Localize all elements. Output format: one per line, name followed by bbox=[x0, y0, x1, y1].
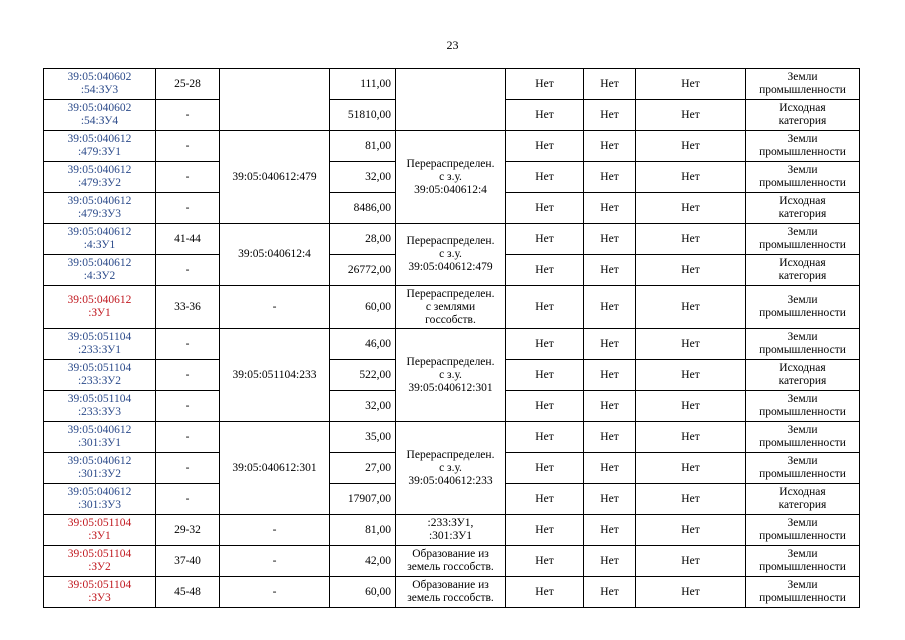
land-category-cell bbox=[746, 69, 860, 100]
formation-method-cell bbox=[396, 69, 506, 131]
plot-numbers-cell: - bbox=[156, 100, 220, 131]
line-2: :ЗУ2 bbox=[88, 561, 111, 573]
restriction-cell-3: Нет bbox=[636, 422, 746, 453]
restriction-cell-1: Нет bbox=[506, 100, 584, 131]
area-cell: 27,00 bbox=[330, 453, 396, 484]
line-1: Земли bbox=[787, 548, 818, 560]
method-line: госсобств. bbox=[425, 313, 476, 326]
area-cell: 46,00 bbox=[330, 329, 396, 360]
line-2: :479:ЗУ2 bbox=[77, 177, 121, 189]
line-1: 39:05:040612 bbox=[67, 486, 132, 498]
cadastral-number-cell bbox=[44, 100, 156, 131]
line-2: промышленности bbox=[759, 307, 846, 319]
restriction-cell-3: Нет bbox=[636, 515, 746, 546]
cadastral-number-cell bbox=[44, 422, 156, 453]
land-category-cell bbox=[746, 162, 860, 193]
restriction-cell-3: Нет bbox=[636, 329, 746, 360]
plot-numbers-cell: 37-40 bbox=[156, 546, 220, 577]
restriction-cell-1: Нет bbox=[506, 286, 584, 329]
restriction-cell-3: Нет bbox=[636, 162, 746, 193]
land-category-cell bbox=[746, 360, 860, 391]
restriction-cell-3: Нет bbox=[636, 360, 746, 391]
area-cell: 26772,00 bbox=[330, 255, 396, 286]
area-cell: 111,00 bbox=[330, 69, 396, 100]
line-2: промышленности bbox=[759, 530, 846, 542]
page-number: 23 bbox=[446, 38, 459, 52]
cadastral-number-cell bbox=[44, 329, 156, 360]
land-category-cell bbox=[746, 224, 860, 255]
line-1: Земли bbox=[787, 133, 818, 145]
cadastral-number-cell bbox=[44, 391, 156, 422]
method-line: Перераспределен. bbox=[406, 355, 495, 368]
restriction-cell-3: Нет bbox=[636, 100, 746, 131]
line-2: :54:ЗУ3 bbox=[80, 84, 119, 96]
restriction-cell-1: Нет bbox=[506, 422, 584, 453]
cadastral-number-cell bbox=[44, 255, 156, 286]
table-row bbox=[44, 515, 860, 546]
cadastral-number-cell bbox=[44, 162, 156, 193]
line-2: категория bbox=[778, 115, 827, 127]
land-plots-table bbox=[43, 68, 860, 608]
line-2: промышленности bbox=[759, 592, 846, 604]
cadastral-number-cell bbox=[44, 484, 156, 515]
method-line: земель госсобств. bbox=[407, 592, 494, 604]
restriction-cell-1: Нет bbox=[506, 162, 584, 193]
restriction-cell-2: Нет bbox=[584, 577, 636, 608]
method-line: с з.у. bbox=[439, 461, 462, 474]
line-1: 39:05:040612 bbox=[67, 294, 132, 306]
restriction-cell-1: Нет bbox=[506, 360, 584, 391]
method-line: земель госсобств. bbox=[407, 561, 494, 573]
line-2: :ЗУ1 bbox=[88, 530, 111, 542]
line-1: 39:05:040612 bbox=[67, 226, 132, 238]
restriction-cell-2: Нет bbox=[584, 286, 636, 329]
line-2: категория bbox=[778, 499, 827, 511]
restriction-cell-1: Нет bbox=[506, 255, 584, 286]
source-plot-cell: 39:05:040612:301 bbox=[220, 422, 330, 515]
line-1: 39:05:040602 bbox=[67, 102, 132, 114]
line-2: промышленности bbox=[759, 344, 846, 356]
restriction-cell-1: Нет bbox=[506, 391, 584, 422]
plot-numbers-cell: 41-44 bbox=[156, 224, 220, 255]
line-2: :233:ЗУ3 bbox=[77, 406, 121, 418]
line-2: :233:ЗУ2 bbox=[77, 375, 121, 387]
cadastral-number-cell bbox=[44, 515, 156, 546]
table-row bbox=[44, 329, 860, 360]
plot-numbers-cell: - bbox=[156, 255, 220, 286]
restriction-cell-2: Нет bbox=[584, 422, 636, 453]
line-1: 39:05:040602 bbox=[67, 71, 132, 83]
restriction-cell-2: Нет bbox=[584, 193, 636, 224]
restriction-cell-3: Нет bbox=[636, 453, 746, 484]
area-cell: 28,00 bbox=[330, 224, 396, 255]
restriction-cell-1: Нет bbox=[506, 131, 584, 162]
restriction-cell-2: Нет bbox=[584, 360, 636, 391]
formation-method-cell bbox=[396, 515, 506, 546]
line-1: 39:05:051104 bbox=[67, 517, 132, 529]
restriction-cell-1: Нет bbox=[506, 224, 584, 255]
restriction-cell-3: Нет bbox=[636, 286, 746, 329]
line-1: 39:05:040612 bbox=[67, 455, 132, 467]
cadastral-number-cell bbox=[44, 453, 156, 484]
line-2: категория bbox=[778, 375, 827, 387]
restriction-cell-1: Нет bbox=[506, 453, 584, 484]
method-line: с з.у. bbox=[439, 170, 462, 183]
area-cell: 17907,00 bbox=[330, 484, 396, 515]
line-2: :54:ЗУ4 bbox=[80, 115, 119, 127]
line-1: Исходная bbox=[779, 195, 826, 207]
area-cell: 35,00 bbox=[330, 422, 396, 453]
line-1: Земли bbox=[787, 579, 818, 591]
plot-numbers-cell: - bbox=[156, 329, 220, 360]
cadastral-number-cell bbox=[44, 224, 156, 255]
method-line: 39:05:040612:233 bbox=[408, 474, 493, 487]
formation-method-cell bbox=[396, 577, 506, 608]
restriction-cell-2: Нет bbox=[584, 329, 636, 360]
restriction-cell-3: Нет bbox=[636, 131, 746, 162]
formation-method-cell bbox=[396, 131, 506, 224]
line-2: :479:ЗУ1 bbox=[77, 146, 121, 158]
source-plot-cell: 39:05:040612:479 bbox=[220, 131, 330, 224]
source-plot-cell: 39:05:051104:233 bbox=[220, 329, 330, 422]
source-plot-cell: - bbox=[220, 515, 330, 546]
formation-method-cell bbox=[396, 224, 506, 286]
line-1: 39:05:051104 bbox=[67, 331, 132, 343]
line-2: :4:ЗУ1 bbox=[83, 239, 116, 251]
plot-numbers-cell: 33-36 bbox=[156, 286, 220, 329]
plot-numbers-cell: 29-32 bbox=[156, 515, 220, 546]
source-plot-cell bbox=[220, 69, 330, 131]
land-category-cell bbox=[746, 329, 860, 360]
restriction-cell-3: Нет bbox=[636, 577, 746, 608]
table-row bbox=[44, 224, 860, 255]
line-2: промышленности bbox=[759, 468, 846, 480]
line-1: Земли bbox=[787, 164, 818, 176]
method-line: с з.у. bbox=[439, 368, 462, 381]
area-cell: 32,00 bbox=[330, 391, 396, 422]
cadastral-number-cell bbox=[44, 360, 156, 391]
restriction-cell-2: Нет bbox=[584, 131, 636, 162]
line-1: Земли bbox=[787, 294, 818, 306]
method-line: Перераспределен. bbox=[406, 448, 495, 461]
cadastral-number-cell bbox=[44, 286, 156, 329]
restriction-cell-3: Нет bbox=[636, 546, 746, 577]
restriction-cell-1: Нет bbox=[506, 69, 584, 100]
restriction-cell-1: Нет bbox=[506, 546, 584, 577]
area-cell: 32,00 bbox=[330, 162, 396, 193]
cadastral-number-cell bbox=[44, 69, 156, 100]
area-cell: 60,00 bbox=[330, 577, 396, 608]
restriction-cell-3: Нет bbox=[636, 224, 746, 255]
method-line: :301:ЗУ1 bbox=[428, 530, 472, 542]
plot-numbers-cell: - bbox=[156, 484, 220, 515]
restriction-cell-2: Нет bbox=[584, 255, 636, 286]
cadastral-number-cell bbox=[44, 546, 156, 577]
line-2: промышленности bbox=[759, 177, 846, 189]
area-cell: 42,00 bbox=[330, 546, 396, 577]
plot-numbers-cell: - bbox=[156, 131, 220, 162]
cadastral-number-cell bbox=[44, 577, 156, 608]
line-1: Земли bbox=[787, 331, 818, 343]
line-2: категория bbox=[778, 208, 827, 220]
line-1: Исходная bbox=[779, 362, 826, 374]
restriction-cell-2: Нет bbox=[584, 453, 636, 484]
line-1: 39:05:051104 bbox=[67, 579, 132, 591]
line-2: промышленности bbox=[759, 406, 846, 418]
restriction-cell-1: Нет bbox=[506, 484, 584, 515]
land-category-cell bbox=[746, 484, 860, 515]
land-category-cell bbox=[746, 391, 860, 422]
plot-numbers-cell: - bbox=[156, 162, 220, 193]
method-line: Образование из bbox=[412, 548, 489, 560]
plot-numbers-cell: 25-28 bbox=[156, 69, 220, 100]
restriction-cell-2: Нет bbox=[584, 100, 636, 131]
restriction-cell-3: Нет bbox=[636, 391, 746, 422]
restriction-cell-2: Нет bbox=[584, 224, 636, 255]
line-1: 39:05:051104 bbox=[67, 362, 132, 374]
line-1: 39:05:051104 bbox=[67, 548, 132, 560]
restriction-cell-1: Нет bbox=[506, 193, 584, 224]
line-1: 39:05:040612 bbox=[67, 133, 132, 145]
area-cell: 522,00 bbox=[330, 360, 396, 391]
source-plot-cell: - bbox=[220, 286, 330, 329]
line-2: :4:ЗУ2 bbox=[83, 270, 116, 282]
line-1: Исходная bbox=[779, 102, 826, 114]
land-category-cell bbox=[746, 453, 860, 484]
line-1: 39:05:040612 bbox=[67, 257, 132, 269]
plot-numbers-cell: - bbox=[156, 391, 220, 422]
land-category-cell bbox=[746, 131, 860, 162]
land-category-cell bbox=[746, 577, 860, 608]
land-category-cell bbox=[746, 286, 860, 329]
land-category-cell bbox=[746, 546, 860, 577]
line-1: Исходная bbox=[779, 486, 826, 498]
method-line: 39:05:040612:479 bbox=[408, 261, 493, 273]
line-2: промышленности bbox=[759, 239, 846, 251]
restriction-cell-3: Нет bbox=[636, 69, 746, 100]
method-line: 39:05:040612:301 bbox=[408, 381, 493, 394]
formation-method-cell bbox=[396, 422, 506, 515]
restriction-cell-3: Нет bbox=[636, 255, 746, 286]
restriction-cell-1: Нет bbox=[506, 515, 584, 546]
formation-method-cell bbox=[396, 329, 506, 422]
area-cell: 81,00 bbox=[330, 131, 396, 162]
line-2: :233:ЗУ1 bbox=[77, 344, 121, 356]
line-1: Земли bbox=[787, 226, 818, 238]
method-line: с землями bbox=[425, 300, 476, 313]
line-1: Земли bbox=[787, 424, 818, 436]
formation-method-cell bbox=[396, 286, 506, 329]
method-line: Перераспределен. bbox=[406, 287, 495, 300]
source-plot-cell: 39:05:040612:4 bbox=[220, 224, 330, 286]
method-line: 39:05:040612:4 bbox=[414, 183, 487, 196]
line-1: 39:05:051104 bbox=[67, 393, 132, 405]
restriction-cell-2: Нет bbox=[584, 391, 636, 422]
area-cell: 8486,00 bbox=[330, 193, 396, 224]
line-2: промышленности bbox=[759, 146, 846, 158]
cadastral-number-cell bbox=[44, 131, 156, 162]
table-row bbox=[44, 69, 860, 100]
restriction-cell-2: Нет bbox=[584, 69, 636, 100]
table-row bbox=[44, 131, 860, 162]
formation-method-cell bbox=[396, 546, 506, 577]
source-plot-cell: - bbox=[220, 546, 330, 577]
method-line: Перераспределен. bbox=[406, 235, 495, 247]
method-line: Образование из bbox=[412, 579, 489, 591]
plot-numbers-cell: 45-48 bbox=[156, 577, 220, 608]
area-cell: 51810,00 bbox=[330, 100, 396, 131]
line-2: :ЗУ3 bbox=[88, 592, 111, 604]
table-row bbox=[44, 546, 860, 577]
plot-numbers-cell: - bbox=[156, 422, 220, 453]
table-row bbox=[44, 422, 860, 453]
line-1: Земли bbox=[787, 517, 818, 529]
line-1: Земли bbox=[787, 393, 818, 405]
restriction-cell-3: Нет bbox=[636, 484, 746, 515]
area-cell: 81,00 bbox=[330, 515, 396, 546]
table-row bbox=[44, 577, 860, 608]
restriction-cell-3: Нет bbox=[636, 193, 746, 224]
plot-numbers-cell: - bbox=[156, 360, 220, 391]
restriction-cell-1: Нет bbox=[506, 329, 584, 360]
line-2: промышленности bbox=[759, 437, 846, 449]
restriction-cell-2: Нет bbox=[584, 546, 636, 577]
land-category-cell bbox=[746, 100, 860, 131]
line-2: промышленности bbox=[759, 84, 846, 96]
cadastral-number-cell bbox=[44, 193, 156, 224]
restriction-cell-2: Нет bbox=[584, 162, 636, 193]
line-2: :301:ЗУ1 bbox=[77, 437, 121, 449]
line-1: Земли bbox=[787, 455, 818, 467]
land-category-cell bbox=[746, 515, 860, 546]
plot-numbers-cell: - bbox=[156, 193, 220, 224]
land-category-cell bbox=[746, 422, 860, 453]
line-2: :301:ЗУ3 bbox=[77, 499, 121, 511]
method-line: Перераспределен. bbox=[406, 157, 495, 170]
table-body bbox=[44, 69, 860, 608]
line-2: :479:ЗУ3 bbox=[77, 208, 121, 220]
line-1: 39:05:040612 bbox=[67, 164, 132, 176]
line-2: промышленности bbox=[759, 561, 846, 573]
plot-numbers-cell: - bbox=[156, 453, 220, 484]
land-category-cell bbox=[746, 193, 860, 224]
line-1: Исходная bbox=[779, 257, 826, 269]
restriction-cell-1: Нет bbox=[506, 577, 584, 608]
area-cell: 60,00 bbox=[330, 286, 396, 329]
restriction-cell-2: Нет bbox=[584, 515, 636, 546]
line-1: 39:05:040612 bbox=[67, 195, 132, 207]
line-2: :301:ЗУ2 bbox=[77, 468, 121, 480]
line-1: Земли bbox=[787, 71, 818, 83]
line-2: :ЗУ1 bbox=[88, 307, 111, 319]
method-line: :233:ЗУ1, bbox=[427, 517, 474, 529]
line-2: категория bbox=[778, 270, 827, 282]
table-row bbox=[44, 286, 860, 329]
land-category-cell bbox=[746, 255, 860, 286]
restriction-cell-2: Нет bbox=[584, 484, 636, 515]
source-plot-cell: - bbox=[220, 577, 330, 608]
line-1: 39:05:040612 bbox=[67, 424, 132, 436]
method-line: с з.у. bbox=[439, 248, 462, 260]
